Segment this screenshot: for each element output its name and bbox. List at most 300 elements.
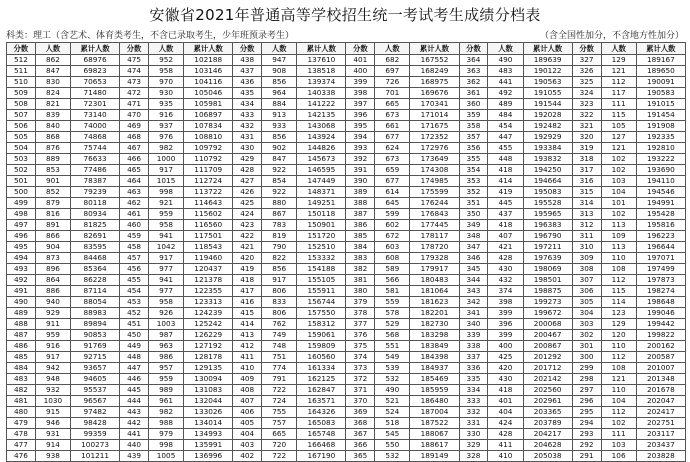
cumulative-cell: 160560 [297, 352, 346, 363]
cumulative-cell: 180483 [410, 275, 459, 286]
count-cell: 864 [35, 275, 70, 286]
cumulative-cell: 111709 [184, 165, 233, 176]
score-cell: 331 [459, 418, 488, 429]
score-cell: 431 [233, 132, 262, 143]
cumulative-cell: 165748 [297, 429, 346, 440]
cumulative-cell: 113722 [184, 187, 233, 198]
cumulative-cell: 128178 [184, 352, 233, 363]
count-cell: 979 [148, 429, 183, 440]
score-cell: 511 [7, 66, 36, 77]
score-cell: 442 [120, 418, 149, 429]
count-cell: 774 [262, 363, 297, 374]
score-cell: 460 [120, 220, 149, 231]
cumulative-cell: 202047 [636, 396, 685, 407]
cumulative-cell: 147449 [297, 176, 346, 187]
count-cell: 856 [262, 77, 297, 88]
score-cell: 294 [572, 418, 601, 429]
count-cell: 108 [601, 264, 636, 275]
score-distribution-table [6, 42, 686, 462]
count-cell: 112 [601, 77, 636, 88]
score-cell: 344 [459, 275, 488, 286]
count-cell: 589 [375, 264, 410, 275]
count-cell: 430 [488, 374, 523, 385]
cumulative-cell: 143068 [297, 121, 346, 132]
cumulative-cell: 152510 [297, 242, 346, 253]
cumulative-cell: 131083 [184, 385, 233, 396]
cumulative-cell: 196383 [523, 220, 572, 231]
score-cell: 332 [459, 407, 488, 418]
count-cell: 904 [35, 242, 70, 253]
cumulative-cell: 79239 [71, 187, 120, 198]
cumulative-cell: 108810 [184, 132, 233, 143]
count-cell: 424 [488, 418, 523, 429]
score-cell: 329 [459, 440, 488, 451]
score-cell: 354 [459, 165, 488, 176]
table-row [7, 165, 686, 176]
table-row [7, 231, 686, 242]
count-cell: 441 [488, 77, 523, 88]
score-cell: 322 [572, 110, 601, 121]
cumulative-cell: 181064 [410, 286, 459, 297]
score-cell: 446 [120, 374, 149, 385]
table-row [7, 143, 686, 154]
count-cell: 998 [148, 440, 183, 451]
count-cell: 1000 [148, 154, 183, 165]
count-cell: 1015 [148, 176, 183, 187]
count-cell: 957 [148, 363, 183, 374]
table-row [7, 132, 686, 143]
score-cell: 490 [7, 297, 36, 308]
count-cell: 418 [488, 385, 523, 396]
count-cell: 121 [601, 66, 636, 77]
table-row [7, 154, 686, 165]
count-cell: 624 [375, 143, 410, 154]
count-cell: 941 [148, 231, 183, 242]
cumulative-cell: 200162 [636, 341, 685, 352]
score-cell: 353 [459, 176, 488, 187]
score-cell: 499 [7, 198, 36, 209]
cumulative-cell: 175599 [410, 187, 459, 198]
count-cell: 930 [148, 88, 183, 99]
cumulative-cell: 97482 [71, 407, 120, 418]
cumulative-cell: 196644 [636, 242, 685, 253]
cumulative-cell: 204628 [523, 440, 572, 451]
cumulative-cell: 157550 [297, 308, 346, 319]
cumulative-cell: 143924 [297, 132, 346, 143]
cumulative-cell: 102188 [184, 55, 233, 66]
score-cell: 376 [346, 330, 375, 341]
cumulative-cell: 109792 [184, 143, 233, 154]
score-cell: 334 [459, 385, 488, 396]
score-cell: 408 [233, 385, 262, 396]
score-cell: 312 [572, 220, 601, 231]
score-cell: 371 [346, 385, 375, 396]
cumulative-cell: 123313 [184, 297, 233, 308]
count-cell: 104 [601, 187, 636, 198]
count-cell: 103 [601, 176, 636, 187]
count-cell: 106 [601, 451, 636, 462]
table-row [7, 77, 686, 88]
header-score: 分数 [346, 43, 375, 55]
score-cell: 357 [459, 132, 488, 143]
cumulative-cell: 184937 [410, 363, 459, 374]
cumulative-cell: 174985 [410, 176, 459, 187]
score-cell: 396 [346, 110, 375, 121]
header-count: 人数 [488, 43, 523, 55]
count-cell: 916 [35, 341, 70, 352]
cumulative-cell: 166468 [297, 440, 346, 451]
cumulative-cell: 203828 [636, 451, 685, 462]
cumulative-cell: 203117 [636, 429, 685, 440]
cumulative-cell: 71480 [71, 88, 120, 99]
score-cell: 340 [459, 319, 488, 330]
table-row [7, 396, 686, 407]
score-cell: 433 [233, 110, 262, 121]
cumulative-cell: 185959 [410, 385, 459, 396]
count-cell: 839 [35, 110, 70, 121]
count-cell: 448 [488, 154, 523, 165]
cumulative-cell: 201292 [523, 352, 572, 363]
score-cell: 320 [572, 132, 601, 143]
cumulative-cell: 154188 [297, 264, 346, 275]
cumulative-cell: 171675 [410, 121, 459, 132]
cumulative-cell: 120437 [184, 264, 233, 275]
header-cumulative: 累计人数 [636, 43, 685, 55]
score-cell: 504 [7, 143, 36, 154]
score-cell: 297 [572, 385, 601, 396]
score-cell: 363 [459, 66, 488, 77]
table-row [7, 319, 686, 330]
cumulative-cell: 194546 [636, 187, 685, 198]
count-cell: 986 [148, 352, 183, 363]
score-cell: 364 [459, 55, 488, 66]
cumulative-cell: 82691 [71, 231, 120, 242]
cumulative-cell: 198274 [636, 286, 685, 297]
count-cell: 884 [262, 99, 297, 110]
score-cell: 430 [233, 143, 262, 154]
cumulative-cell: 138518 [297, 66, 346, 77]
score-cell: 395 [346, 121, 375, 132]
cumulative-cell: 141222 [297, 99, 346, 110]
count-cell: 922 [262, 165, 297, 176]
cumulative-cell: 199822 [636, 330, 685, 341]
subtitle-category: 科类：理工（含艺术、体育类考生，不含已录取考生，少年班预录考生） [6, 31, 295, 41]
score-cell: 368 [346, 418, 375, 429]
count-cell: 866 [35, 231, 70, 242]
count-cell: 915 [35, 407, 70, 418]
count-cell: 806 [262, 308, 297, 319]
cumulative-cell: 196223 [636, 231, 685, 242]
table-row [7, 440, 686, 451]
cumulative-cell: 126229 [184, 330, 233, 341]
table-row [7, 308, 686, 319]
count-cell: 942 [35, 363, 70, 374]
score-cell: 440 [120, 440, 149, 451]
count-cell: 432 [488, 275, 523, 286]
count-cell: 856 [262, 132, 297, 143]
cumulative-cell: 164326 [297, 407, 346, 418]
score-cell: 323 [572, 99, 601, 110]
cumulative-cell: 202751 [636, 418, 685, 429]
count-cell: 532 [375, 451, 410, 462]
score-cell: 489 [7, 308, 36, 319]
score-cell: 314 [572, 198, 601, 209]
cumulative-cell: 183298 [410, 330, 459, 341]
cumulative-cell: 68976 [71, 55, 120, 66]
table-row [7, 374, 686, 385]
score-cell: 455 [120, 275, 149, 286]
count-cell: 109 [601, 231, 636, 242]
count-cell: 856 [262, 264, 297, 275]
count-cell: 102 [601, 165, 636, 176]
score-cell: 333 [459, 396, 488, 407]
cumulative-cell: 77486 [71, 165, 120, 176]
cumulative-cell: 190091 [636, 77, 685, 88]
score-cell: 385 [346, 231, 375, 242]
score-cell: 496 [7, 231, 36, 242]
cumulative-cell: 168975 [410, 77, 459, 88]
count-cell: 105 [601, 121, 636, 132]
cumulative-cell: 81825 [71, 220, 120, 231]
score-cell: 475 [120, 55, 149, 66]
cumulative-cell: 159809 [297, 341, 346, 352]
count-cell: 988 [148, 418, 183, 429]
count-cell: 867 [262, 209, 297, 220]
cumulative-cell: 96567 [71, 396, 120, 407]
count-cell: 421 [488, 242, 523, 253]
count-cell: 873 [35, 253, 70, 264]
count-cell: 602 [375, 220, 410, 231]
table-row [7, 385, 686, 396]
score-cell: 367 [346, 429, 375, 440]
score-cell: 474 [120, 66, 149, 77]
score-cell: 338 [459, 341, 488, 352]
cumulative-cell: 186480 [410, 396, 459, 407]
cumulative-cell: 176244 [410, 198, 459, 209]
count-cell: 958 [148, 297, 183, 308]
cumulative-cell: 194664 [523, 176, 572, 187]
count-cell: 129 [601, 319, 636, 330]
page-title: 安徽省2021年普通高等学校招生统一考试考生成绩分档表 [149, 6, 541, 24]
cumulative-cell: 174308 [410, 165, 459, 176]
table-row [7, 429, 686, 440]
count-cell: 816 [35, 209, 70, 220]
score-cell: 303 [572, 319, 601, 330]
count-cell: 599 [375, 209, 410, 220]
cumulative-cell: 92715 [71, 352, 120, 363]
header-count: 人数 [375, 43, 410, 55]
header-cumulative: 累计人数 [410, 43, 459, 55]
cumulative-cell: 95537 [71, 385, 120, 396]
cumulative-cell: 205038 [523, 451, 572, 462]
count-cell: 880 [262, 198, 297, 209]
score-cell: 410 [233, 363, 262, 374]
table-row [7, 418, 686, 429]
count-cell: 940 [35, 297, 70, 308]
score-cell: 316 [572, 176, 601, 187]
cumulative-cell: 98428 [71, 418, 120, 429]
count-cell: 521 [375, 396, 410, 407]
count-cell: 428 [488, 429, 523, 440]
cumulative-cell: 118543 [184, 242, 233, 253]
cumulative-cell: 183849 [410, 341, 459, 352]
score-cell: 448 [120, 352, 149, 363]
count-cell: 129 [601, 55, 636, 66]
count-cell: 455 [488, 143, 523, 154]
score-cell: 313 [572, 209, 601, 220]
cumulative-cell: 185469 [410, 374, 459, 385]
count-cell: 720 [262, 440, 297, 451]
count-cell: 697 [375, 66, 410, 77]
count-cell: 946 [35, 418, 70, 429]
cumulative-cell: 194250 [523, 165, 572, 176]
cumulative-cell: 197071 [636, 253, 685, 264]
score-cell: 394 [346, 132, 375, 143]
cumulative-cell: 178720 [410, 242, 459, 253]
score-cell: 389 [346, 187, 375, 198]
count-cell: 931 [35, 429, 70, 440]
count-cell: 806 [262, 286, 297, 297]
count-cell: 964 [262, 88, 297, 99]
count-cell: 868 [35, 132, 70, 143]
cumulative-cell: 130094 [184, 374, 233, 385]
count-cell: 399 [488, 308, 523, 319]
count-cell: 757 [262, 418, 297, 429]
score-cell: 423 [233, 220, 262, 231]
count-cell: 970 [148, 77, 183, 88]
score-cell: 365 [346, 451, 375, 462]
count-cell: 398 [488, 297, 523, 308]
cumulative-cell: 119460 [184, 253, 233, 264]
header-cumulative: 累计人数 [297, 43, 346, 55]
cumulative-cell: 195965 [523, 209, 572, 220]
count-cell: 103 [601, 440, 636, 451]
count-cell: 958 [148, 66, 183, 77]
score-cell: 360 [459, 99, 488, 110]
cumulative-cell: 199273 [523, 297, 572, 308]
table-row [7, 451, 686, 462]
count-cell: 603 [375, 242, 410, 253]
cumulative-cell: 202417 [636, 407, 685, 418]
score-cell: 459 [120, 231, 149, 242]
count-cell: 963 [148, 341, 183, 352]
count-cell: 908 [262, 66, 297, 77]
cumulative-cell: 140338 [297, 88, 346, 99]
score-cell: 311 [572, 231, 601, 242]
table-row [7, 198, 686, 209]
cumulative-cell: 177445 [410, 220, 459, 231]
table-row [7, 363, 686, 374]
count-cell: 989 [148, 385, 183, 396]
score-cell: 359 [459, 110, 488, 121]
count-cell: 418 [488, 220, 523, 231]
score-cell: 388 [346, 198, 375, 209]
cumulative-cell: 191908 [636, 121, 685, 132]
cumulative-cell: 202961 [523, 396, 572, 407]
count-cell: 935 [148, 99, 183, 110]
count-cell: 483 [488, 66, 523, 77]
header-cumulative: 累计人数 [523, 43, 572, 55]
table-row [7, 264, 686, 275]
count-cell: 430 [488, 264, 523, 275]
count-cell: 559 [375, 297, 410, 308]
header-count: 人数 [148, 43, 183, 55]
count-cell: 374 [488, 286, 523, 297]
score-cell: 298 [572, 374, 601, 385]
cumulative-cell: 88054 [71, 297, 120, 308]
count-cell: 917 [35, 352, 70, 363]
count-cell: 419 [488, 187, 523, 198]
cumulative-cell: 84468 [71, 253, 120, 264]
cumulative-cell: 155911 [297, 286, 346, 297]
score-cell: 417 [233, 286, 262, 297]
score-cell: 373 [346, 363, 375, 374]
score-cell: 453 [120, 297, 149, 308]
cumulative-cell: 179917 [410, 264, 459, 275]
score-cell: 345 [459, 264, 488, 275]
count-cell: 396 [488, 319, 523, 330]
cumulative-cell: 190122 [523, 66, 572, 77]
count-cell: 824 [35, 88, 70, 99]
count-cell: 847 [35, 66, 70, 77]
score-cell: 422 [233, 231, 262, 242]
count-cell: 672 [375, 231, 410, 242]
count-cell: 847 [262, 154, 297, 165]
cumulative-cell: 105046 [184, 88, 233, 99]
table-row [7, 242, 686, 253]
cumulative-cell: 107834 [184, 121, 233, 132]
score-cell: 402 [233, 451, 262, 462]
count-cell: 121 [601, 143, 636, 154]
table-row [7, 352, 686, 363]
score-cell: 337 [459, 352, 488, 363]
cumulative-cell: 200467 [523, 330, 572, 341]
count-cell: 445 [488, 198, 523, 209]
score-cell: 299 [572, 363, 601, 374]
score-cell: 488 [7, 319, 36, 330]
cumulative-cell: 188067 [410, 429, 459, 440]
count-cell: 492 [488, 88, 523, 99]
score-cell: 409 [233, 374, 262, 385]
cumulative-cell: 181623 [410, 297, 459, 308]
count-cell: 1003 [148, 319, 183, 330]
score-cell: 507 [7, 110, 36, 121]
count-cell: 489 [488, 99, 523, 110]
cumulative-cell: 121378 [184, 275, 233, 286]
score-cell: 382 [346, 264, 375, 275]
score-cell: 336 [459, 363, 488, 374]
count-cell: 891 [35, 220, 70, 231]
cumulative-cell: 193832 [523, 154, 572, 165]
score-cell: 397 [346, 99, 375, 110]
cumulative-cell: 176843 [410, 209, 459, 220]
score-cell: 293 [572, 429, 601, 440]
cumulative-cell: 145673 [297, 154, 346, 165]
count-cell: 490 [488, 55, 523, 66]
cumulative-cell: 199672 [523, 308, 572, 319]
score-cell: 351 [459, 198, 488, 209]
header-score: 分数 [233, 43, 262, 55]
cumulative-cell: 150118 [297, 209, 346, 220]
cumulative-cell: 159061 [297, 330, 346, 341]
count-cell: 724 [262, 396, 297, 407]
table-row [7, 66, 686, 77]
score-cell: 483 [7, 374, 36, 385]
score-cell: 506 [7, 121, 36, 132]
count-cell: 115 [601, 286, 636, 297]
cumulative-cell: 91769 [71, 341, 120, 352]
cumulative-cell: 116560 [184, 220, 233, 231]
